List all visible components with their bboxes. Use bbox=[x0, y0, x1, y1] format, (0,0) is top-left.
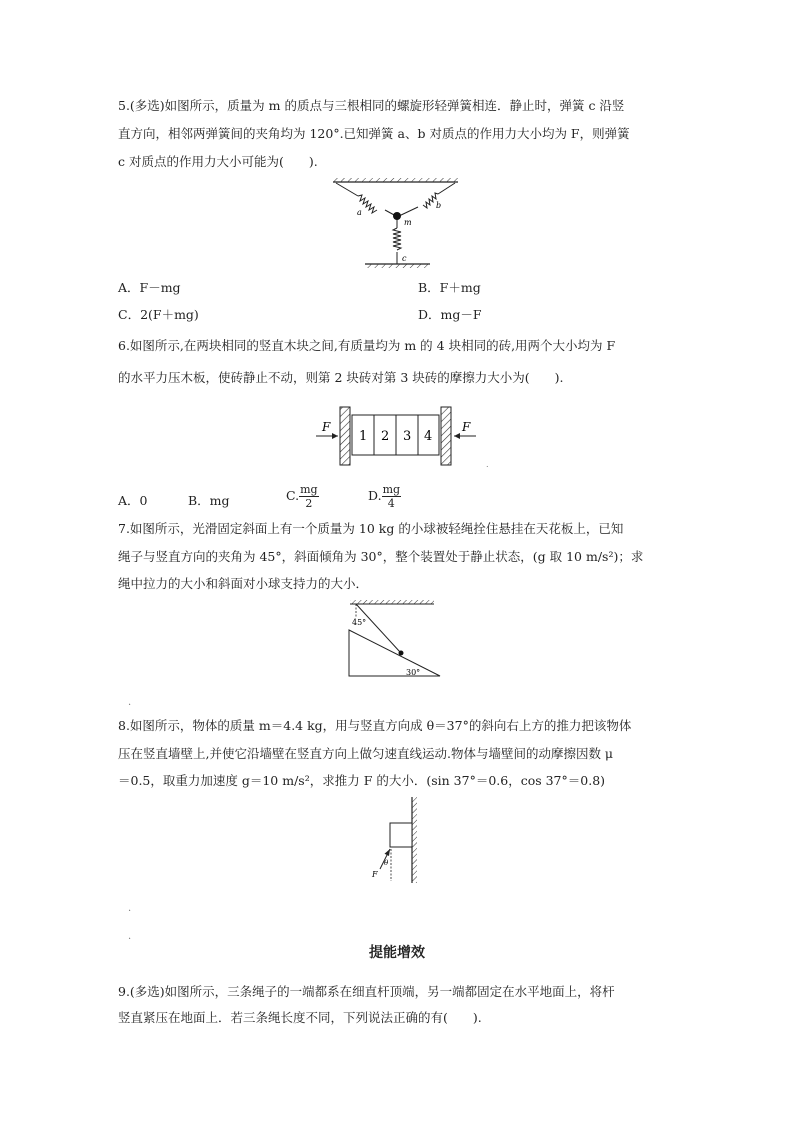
ball bbox=[399, 651, 404, 656]
q7-text-line3: 绳中拉力的大小和斜面对小球支持力的大小． bbox=[118, 576, 369, 591]
force-left-label: F bbox=[322, 420, 331, 434]
q6-text-line1: 6.如图所示,在两块相同的竖直木块之间,有质量均为 m 的 4 块相同的砖,用两个大小均为 F bbox=[118, 338, 616, 353]
q7-text-line2: 绳子与竖直方向的夹角为 45°，斜面倾角为 30°，整个装置处于静止状态，(g 取 10 m/s²)；求 bbox=[118, 549, 644, 564]
q9-text-line1: 9.(多选)如图所示，三条绳子的一端都系在细直杆顶端，另一端都固定在水平地面上，将杆 bbox=[118, 984, 615, 999]
force-label: F bbox=[372, 870, 378, 879]
label-b: b bbox=[436, 201, 442, 210]
q5-option-d: D．mg－F bbox=[418, 307, 482, 322]
q6-option-c: C. $\frac{mg}{2}$ bbox=[286, 483, 318, 510]
label-a: a bbox=[357, 208, 362, 217]
theta-label: θ bbox=[384, 859, 389, 867]
q7-incline-figure bbox=[344, 600, 444, 678]
angle-30-label: 30° bbox=[406, 668, 421, 677]
q9-text-line2: 竖直紧压在地面上．若三条绳长度不同，下列说法正确的有( ). bbox=[118, 1010, 482, 1025]
label-m: m bbox=[404, 218, 412, 227]
label-c: c bbox=[402, 254, 407, 263]
q5-spring-figure bbox=[330, 178, 465, 270]
force-right-label: F bbox=[462, 420, 471, 434]
q5-text-line2: 直方向，相邻两弹簧间的夹角均为 120°.已知弹簧 a、b 对质点的作用力大小均为 F，则弹簧 bbox=[118, 126, 630, 141]
angle-45-label: 45° bbox=[352, 618, 367, 627]
q6-option-b: B．mg bbox=[188, 493, 230, 508]
q6-bricks-figure bbox=[316, 405, 491, 469]
q7-text-line1: 7.如图所示，光滑固定斜面上有一个质量为 10 kg 的小球被轻绳拴住悬挂在天花板上，已知 bbox=[118, 521, 624, 536]
q8-text-line2: 压在竖直墙壁上,并使它沿墙壁在竖直方向上做匀速直线运动.物体与墙壁间的动摩擦因数 μ bbox=[118, 746, 614, 761]
q6-text-line2: 的水平力压木板，使砖静止不动，则第 2 块砖对第 3 块砖的摩擦力大小为( ). bbox=[118, 370, 564, 385]
q5-option-c: C．2(F＋mg) bbox=[118, 307, 199, 322]
brick-1-label: 1 bbox=[359, 429, 368, 444]
q5-option-a: A．F－mg bbox=[118, 280, 181, 295]
brick-3-label: 3 bbox=[403, 429, 412, 444]
mass-point bbox=[393, 212, 401, 220]
q5-text-line1: 5.(多选)如图所示，质量为 m 的质点与三根相同的螺旋形轻弹簧相连．静止时，弹簧 c 沿竖 bbox=[118, 98, 625, 113]
section-title: 提能增效 bbox=[369, 945, 425, 961]
q5-text-line3: c 对质点的作用力大小可能为( ). bbox=[118, 154, 318, 169]
q5-option-b: B．F＋mg bbox=[418, 280, 481, 295]
q6-option-d: D. $\frac{mg}{4}$ bbox=[368, 483, 401, 510]
q6-option-a: A．0 bbox=[118, 493, 148, 508]
q8-text-line1: 8.如图所示，物体的质量 m＝4.4 kg，用与竖直方向成 θ＝37°的斜向右上方的推力把该物体 bbox=[118, 718, 632, 733]
svg-text:.: . bbox=[486, 460, 489, 469]
brick-4-label: 4 bbox=[424, 429, 433, 444]
q8-text-line3: ＝0.5，取重力加速度 g＝10 m/s²，求推力 F 的大小．(sin 37°＝0.6，cos 37°＝0.8) bbox=[118, 773, 606, 788]
brick-2-label: 2 bbox=[381, 429, 390, 444]
q8-wall-figure bbox=[368, 795, 428, 885]
